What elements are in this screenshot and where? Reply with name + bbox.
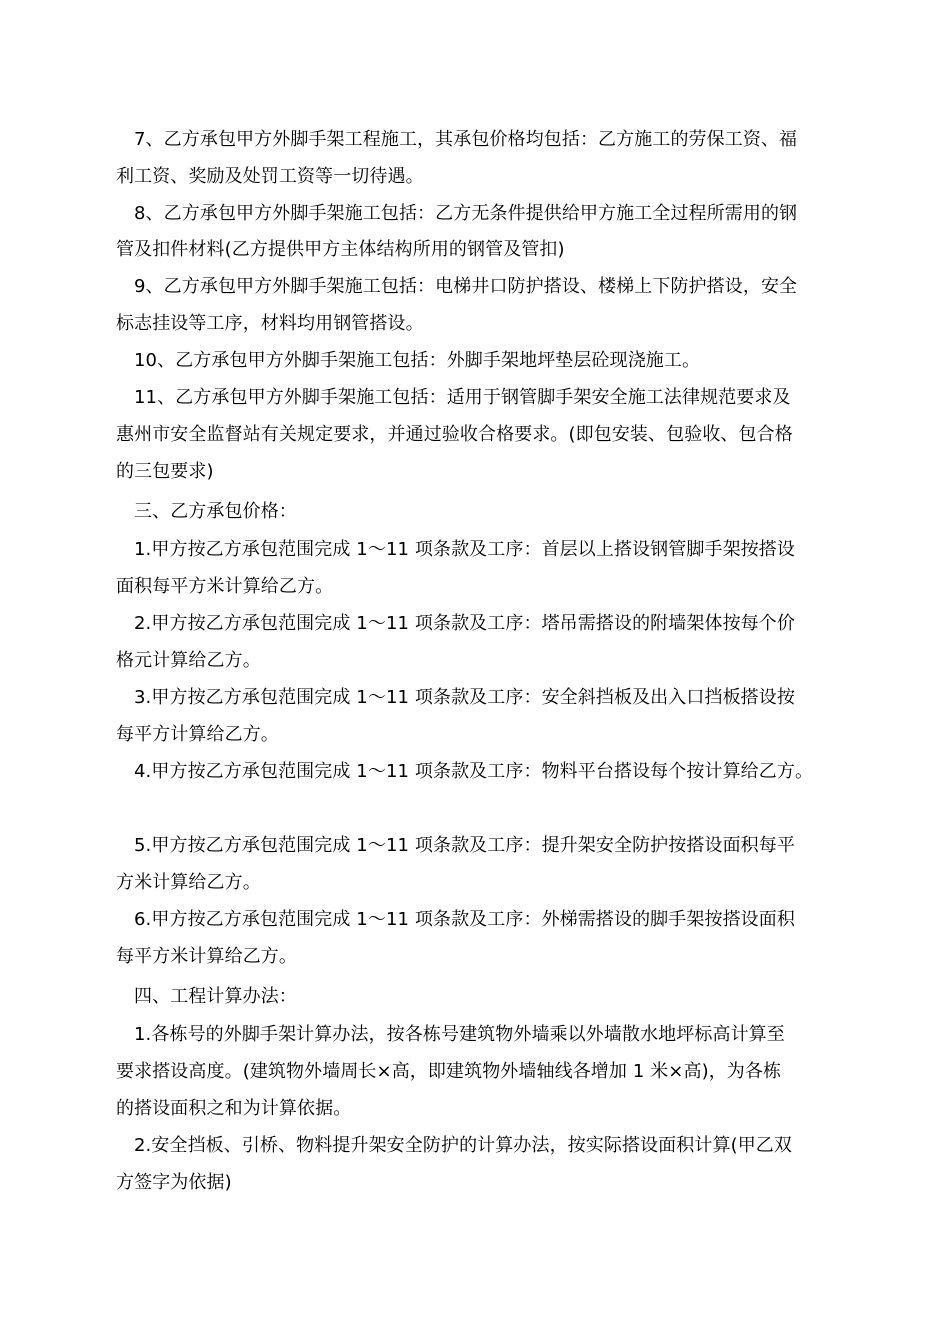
section-heading-4: 四、工程计算办法：	[134, 986, 297, 1007]
price-item-2-line-1: 2.甲方按乙方承包范围完成 1～11 项条款及工序：塔吊需搭设的附墙架体按每个价	[134, 613, 795, 634]
price-item-4-line-1: 4.甲方按乙方承包范围完成 1～11 项条款及工序：物料平台搭设每个按计算给乙方。	[134, 761, 814, 782]
price-item-2-line-2: 格元计算给乙方。	[116, 650, 261, 671]
method-item-1-line-1: 1.各栋号的外脚手架计算办法，按各栋号建筑物外墙乘以外墙散水地坪标高计算至	[134, 1024, 785, 1045]
price-item-3-line-1: 3.甲方按乙方承包范围完成 1～11 项条款及工序：安全斜挡板及出入口挡板搭设按	[134, 687, 795, 708]
price-item-1-line-2: 面积每平方米计算给乙方。	[116, 576, 334, 597]
method-item-2-line-2: 方签字为依据)	[116, 1172, 232, 1193]
paragraph-10-line-1: 10、乙方承包甲方外脚手架施工包括：外脚手架地坪垫层砼现浇施工。	[134, 350, 701, 371]
paragraph-11-line-1: 11、乙方承包甲方外脚手架施工包括：适用于钢管脚手架安全施工法律规范要求及	[134, 387, 791, 408]
paragraph-11-line-3: 的三包要求)	[116, 461, 214, 482]
paragraph-8-line-2: 管及扣件材料(乙方提供甲方主体结构所用的钢管及管扣)	[116, 239, 565, 260]
price-item-6-line-1: 6.甲方按乙方承包范围完成 1～11 项条款及工序：外梯需搭设的脚手架按搭设面积	[134, 909, 795, 930]
price-item-5-line-1: 5.甲方按乙方承包范围完成 1～11 项条款及工序：提升架安全防护按搭设面积每平	[134, 835, 795, 856]
paragraph-9-line-2: 标志挂设等工序，材料均用钢管搭设。	[116, 313, 424, 334]
paragraph-11-line-2: 惠州市安全监督站有关规定要求，并通过验收合格要求。(即包安装、包验收、包合格	[116, 424, 793, 445]
method-item-2-line-1: 2.安全挡板、引桥、物料提升架安全防护的计算办法，按实际搭设面积计算(甲乙双	[134, 1135, 792, 1156]
paragraph-7-line-1: 7、乙方承包甲方外脚手架工程施工，其承包价格均包括：乙方施工的劳保工资、福	[134, 129, 798, 150]
paragraph-7-line-2: 利工资、奖励及处罚工资等一切待遇。	[116, 166, 424, 187]
paragraph-8-line-1: 8、乙方承包甲方外脚手架施工包括：乙方无条件提供给甲方施工全过程所需用的钢	[134, 203, 798, 224]
price-item-1-line-1: 1.甲方按乙方承包范围完成 1～11 项条款及工序：首层以上搭设钢管脚手架按搭设	[134, 539, 795, 560]
section-heading-3: 三、乙方承包价格：	[134, 501, 297, 522]
price-item-3-line-2: 每平方计算给乙方。	[116, 724, 279, 745]
method-item-1-line-3: 的搭设面积之和为计算依据。	[116, 1098, 352, 1119]
price-item-5-line-2: 方米计算给乙方。	[116, 872, 261, 893]
method-item-1-line-2: 要求搭设高度。(建筑物外墙周长×高，即建筑物外墙轴线各增加 1 米×高)，为各栋	[116, 1061, 782, 1082]
price-item-6-line-2: 每平方米计算给乙方。	[116, 946, 297, 967]
paragraph-9-line-1: 9、乙方承包甲方外脚手架施工包括：电梯井口防护搭设、楼梯上下防护搭设，安全	[134, 276, 798, 297]
